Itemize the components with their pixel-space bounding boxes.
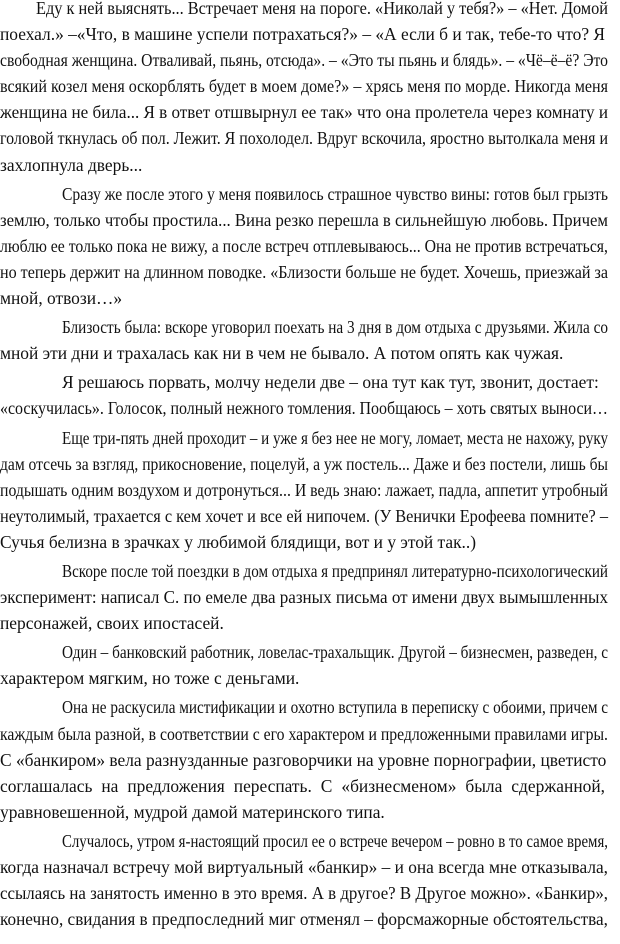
text-line: Случалось, утром я-настоящий просил ее о встрече вечером – ровно в то самое время,: [62, 830, 608, 851]
text-line: неутолимый, трахается с кем хочет и все ей нипочем. (У Венички Ерофеева помните? –: [0, 505, 608, 526]
paragraph: [0, 0, 620, 178]
text-line: всякий козел меня оскорблять будет в моем доме?» – хрясь меня по морде. Никогда меня: [0, 76, 608, 97]
text-line: люблю ее только пока не вижу, а после встреч отплевываюсь... Она не против встречаться,: [0, 235, 608, 256]
text-line: мной, отвози…»: [0, 288, 123, 309]
paragraph: [0, 314, 620, 366]
text-line: конечно, свидания в предпоследний миг отменял – форсмажорные обстоятельства,: [0, 909, 608, 930]
text-line: Сразу же после этого у меня появилось страшное чувство вины: готов был грызть: [62, 183, 608, 204]
text-line: Я решаюсь порвать, молчу недели две – она тут как тут, звонит, достает:: [62, 372, 599, 393]
text-line: соглашалась на предложения переспать. С «бизнесменом» была сдержанной,: [0, 775, 605, 796]
text-line: Еду к ней выяснять... Встречает меня на пороге. «Николай у тебя?» – «Нет. Домой: [36, 0, 608, 18]
paragraph: [0, 694, 620, 824]
paragraph: [0, 558, 620, 636]
text-line: Один – банковский работник, ловелас-трахальщик. Другой – бизнесмен, разведен, с: [62, 642, 608, 663]
text-line: головой ткнулась об пол. Лежит. Я похолодел. Вдруг вскочила, яростно вытолкала меня и: [0, 128, 608, 149]
text-line: мной эти дни и трахалась как ни в чем не бывало. А потом опять как чужая.: [0, 343, 564, 364]
text-line: Близость была: вскоре уговорил поехать на 3 дня в дом отдыха с друзьями. Жила со: [62, 317, 608, 338]
text-line: каждым была разной, в соответствии с его характером и предложенными правилами игры.: [0, 723, 608, 744]
text-line: подышать одним воздухом и дотронуться... И ведь знаю: лажает, падла, аппетит утробный: [0, 479, 608, 500]
paragraph: [0, 828, 620, 932]
text-line: Вскоре после той поездки в дом отдыха я предпринял литературно-психологический: [62, 560, 608, 581]
text-line: Еще три-пять дней проходит – и уже я без нее не могу, ломает, места не нахожу, руку: [62, 427, 608, 448]
paragraph: [0, 369, 620, 421]
text-line: Она не раскусила мистификации и охотно вступила в переписку с обоими, причем с: [62, 697, 608, 718]
text-line: ссылаясь на занятость именно в это время. А в другое? В Другое можно». «Банкир»,: [0, 883, 608, 904]
paragraph: [0, 181, 620, 311]
text-line: захлопнула дверь...: [0, 154, 143, 175]
text-line: дам отсечь за взгляд, прикосновение, поцелуй, а уж постель... Даже и без постели, лишь бы: [0, 453, 608, 474]
text-line: женщина не била... Я в ответ отшвырнул ее так» что она пролетела через комнату и: [0, 102, 608, 123]
text-line: поехал.» –«Что, в машине успели потрахаться?» – «А если б и так, тебе-то что? Я: [0, 24, 606, 45]
text-line: свободная женщина. Отваливай, пьянь, отсюда». – «Это ты пьянь и блядь». – «Чё–ё–ё? Это: [0, 50, 608, 71]
text-line: характером мягким, но тоже с деньгами.: [0, 668, 300, 689]
paragraph: [0, 425, 620, 555]
text-line: уравновешенной, мудрой дамой материнского типа.: [0, 801, 385, 822]
text-line: но теперь держит на длинном поводке. «Близости больше не будет. Хочешь, приезжай за: [0, 261, 608, 282]
paragraph: [0, 639, 620, 691]
text-line: персонажей, своих ипостасей.: [0, 613, 224, 634]
text-line: «соскучилась». Голосок, полный нежного томления. Пообщаюсь – хоть святых выноси…: [0, 398, 608, 419]
text-line: эксперимент: написал С. по емеле два разных письма от имени двух вымышленных: [0, 587, 608, 608]
text-line: Сучья белизна в зрачках у любимой блядищи, вот и у этой так..): [0, 531, 477, 552]
text-line: когда назначал встречу мой виртуальный «банкир» – и она всегда мне отказывала,: [0, 857, 608, 877]
text-line: землю, только чтобы простила... Вина резко перешла в сильнейшую любовь. Причем: [0, 209, 608, 230]
text-line: С «банкиром» вела разнузданные разговорчики на уровне порнографии, цветисто: [0, 749, 607, 770]
